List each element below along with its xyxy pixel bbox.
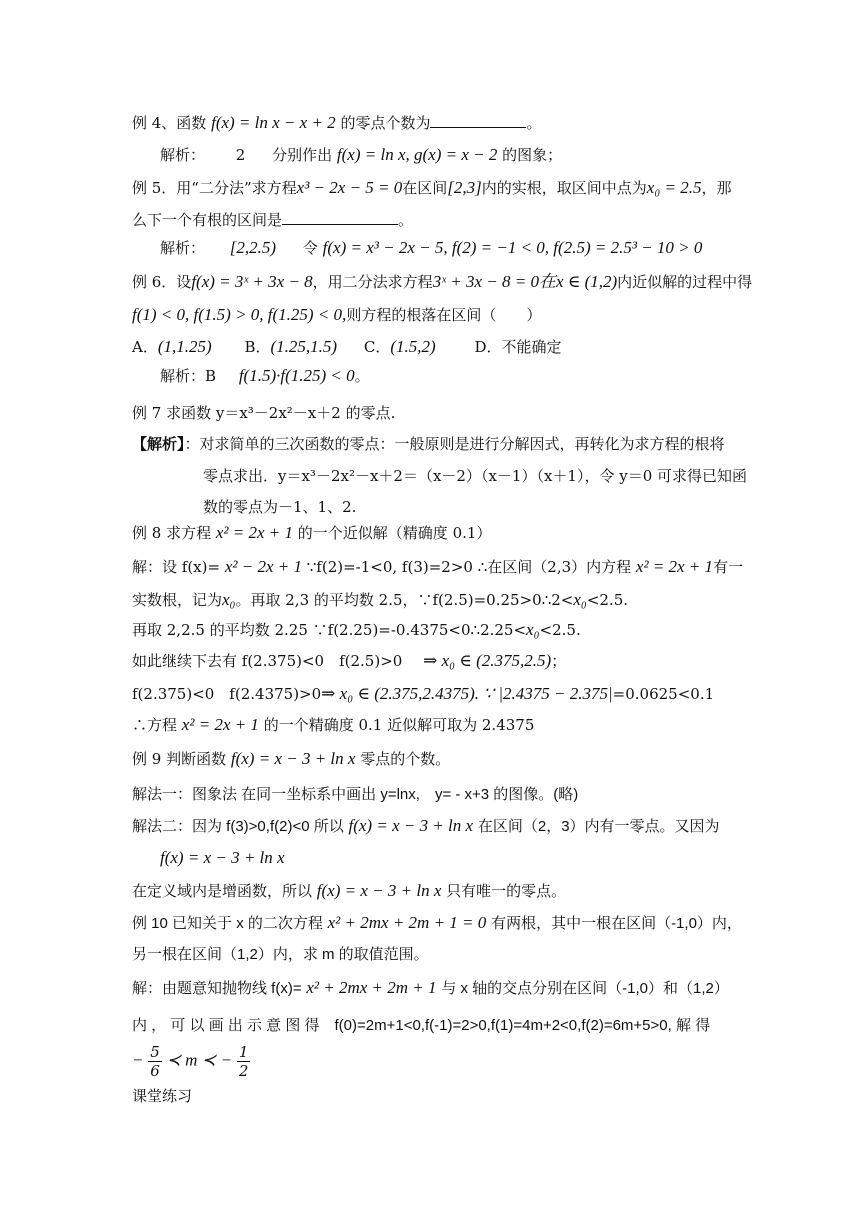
ex4-tail: 的零点个数为 <box>340 114 431 132</box>
ex10-ineq-mid: ≺ m ≺ <box>166 1050 216 1070</box>
ex8-l5-a: f(2.375)<0 f(2.4375)>0 <box>132 685 322 703</box>
ex4-sol-text: 分别作出 <box>272 146 333 164</box>
ex9-method2-formula: f(x) = x − 3 + ln x <box>348 816 474 835</box>
ex6-line2 <box>132 305 541 325</box>
ex9-title-end: 零点的个数。 <box>360 750 451 768</box>
ex5-line1 <box>132 178 731 198</box>
ex5-solution <box>160 238 702 258</box>
ex8-l4-a: 如此继续下去有 f(2.375)<0 f(2.5)>0 <box>132 652 403 670</box>
ex8-line5 <box>132 684 714 704</box>
ex10-l1-c: 有两根，其中一根在区间（-1,0）内， <box>491 915 742 932</box>
ex8-l4-c: ； <box>551 652 567 670</box>
ex4-title: 例 4、函数 <box>132 114 207 132</box>
ex4-answer-blank <box>430 113 526 128</box>
ex8-l2-x0b: x₀ <box>573 590 587 609</box>
ex8-l2-a: 实数根，记为 <box>132 591 223 609</box>
ex8-l2-e: <2.5. <box>586 591 629 609</box>
ex9-increasing-formula: f(x) = x − 3 + ln x <box>316 881 442 900</box>
ex10-l3-formula: x² + 2mx + 2m + 1 <box>306 978 437 997</box>
ex8-l2-x0: x₀ <box>222 590 236 609</box>
ex5-equation: x³ − 2x − 5 = 0 <box>296 178 403 197</box>
ex8-l5-formula: ⇒ x₀ ∈ (2.375,2.4375). ∵ |2.4375 − 2.375| <box>321 684 613 703</box>
ex8-l5-c: =0.0625<0.1 <box>612 685 715 703</box>
ex5-line2 <box>132 210 413 230</box>
ex5-answer-blank <box>282 210 398 225</box>
ex10-frac2-num: 1 <box>238 1043 249 1061</box>
ex7-sol-line1 <box>132 434 725 454</box>
ex9-method1-text: 解法一：图象法 在同一坐标系中画出 y=lnx, y= - x+3 的图像。(略) <box>132 786 579 803</box>
ex6-question: 则方程的根落在区间（ ） <box>346 306 542 324</box>
ex6-option-b: (1.25,1.5) <box>270 337 338 356</box>
ex10-l3-c: 与 x 轴的交点分别在区间（-1,0）和（1,2） <box>441 980 729 997</box>
ex9-increasing <box>132 881 566 902</box>
ex9-increasing-a: 在定义域内是增函数，所以 <box>132 883 313 900</box>
ex5-end: 。 <box>398 211 414 229</box>
ex10-result <box>132 1043 250 1080</box>
ex6-equation: 3ˣ + 3x − 8 = 0在x ∈ (1,2) <box>432 272 618 291</box>
ex8-l1-e: 有一 <box>713 558 744 576</box>
ex6-option-c: (1.5,2) <box>390 337 436 356</box>
practice-heading-text: 课堂练习 <box>132 1087 193 1105</box>
ex5-sol-label: 解析： <box>160 239 206 257</box>
ex6-option-b-label: B． <box>244 338 271 356</box>
ex6-text-b: ，用二分法求方程 <box>312 273 433 291</box>
ex8-line3 <box>132 620 581 640</box>
ex5-text-b: 在区间 <box>402 179 448 197</box>
ex10-l3-a: 解：由题意知抛物线 f(x)= <box>132 980 302 997</box>
ex8-title-end: 的一个近似解（精确度 0.1） <box>297 524 492 542</box>
ex9-formula: f(x) = x − 3 + ln x <box>230 749 356 768</box>
ex5-sol-formula: f(x) = x³ − 2x − 5, f(2) = −1 < 0, f(2.5) = 2.5³ − 10 > 0 <box>322 238 703 257</box>
ex10-l4-text: 内 ， 可 以 画 出 示 意 图 得 f(0)=2m+1<0,f(-1)=2>0,f(1)=4m+2<0,f(2)=6m+5>0, 解 得 <box>132 1017 711 1034</box>
ex8-l4-formula: ⇒ x₀ ∈ (2.375,2.5) <box>423 651 552 670</box>
ex9-title-text: 例 9 判断函数 <box>132 750 227 768</box>
ex5-text-a: 例 5．用“二分法”求方程 <box>132 179 297 197</box>
ex8-l1-c: ∵f(2)=-1<0, f(3)=2>0 ∴在区间（2,3）内方程 <box>306 558 632 576</box>
ex9-method1 <box>132 785 578 805</box>
ex8-line6 <box>132 715 534 735</box>
ex7-title <box>132 403 395 423</box>
ex4-sol-end: 的图象； <box>502 146 563 164</box>
ex8-l3-a: 再取 2,2.5 的平均数 2.25 ∵f(2.25)=-0.4375<0∴2.25< <box>132 621 527 639</box>
ex8-l3-c: <2.5. <box>539 621 581 639</box>
ex9-formula-repeat: f(x) = x − 3 + ln x <box>160 848 285 867</box>
ex9-method2-c: 在区间（2，3）内有一零点。又因为 <box>477 818 720 835</box>
ex8-equation: x² = 2x + 1 <box>215 523 294 542</box>
ex10-neg2: − <box>220 1050 233 1070</box>
ex10-l1-equation: x² + 2mx + 2m + 1 = 0 <box>327 913 487 932</box>
ex9-method2 <box>132 816 720 837</box>
ex9-method2-a: 解法二：因为 f(3)>0,f(2)<0 所以 <box>132 818 344 835</box>
ex6-conditions: f(1) < 0, f(1.5) > 0, f(1.25) < 0, <box>132 305 347 324</box>
ex10-neg1: − <box>132 1050 144 1070</box>
ex7-sol-line3 <box>203 497 356 517</box>
ex9-increasing-c: 只有唯一的零点。 <box>446 883 567 900</box>
ex10-frac2-den: 2 <box>238 1062 249 1080</box>
ex4-solution <box>160 145 562 165</box>
ex4-line <box>132 113 541 133</box>
ex8-l6-c: 的一个精确度 0.1 近似解可取为 2.4375 <box>263 716 535 734</box>
ex8-line2 <box>132 590 628 610</box>
ex8-l1-formula: x² − 2x + 1 <box>224 557 302 576</box>
ex7-sol-label: 【解析】 <box>132 435 185 453</box>
ex5-text-c: 内的实根，取区间中点为 <box>481 179 647 197</box>
ex10-frac1-num: 5 <box>150 1043 160 1061</box>
ex8-title-text: 例 8 求方程 <box>132 524 212 542</box>
ex8-l2-c: 。再取 2,3 的平均数 2.5，∵f(2.5)=0.25>0∴2< <box>235 591 574 609</box>
ex10-l1-a: 例 10 已知关于 x 的二次方程 <box>132 915 323 932</box>
ex8-title <box>132 523 491 543</box>
ex4-sol-label: 解析： <box>160 146 206 164</box>
ex8-l6-equation: x² = 2x + 1 <box>181 715 259 734</box>
ex6-option-a: (1,1.25) <box>157 337 212 356</box>
ex5-sol-text: 令 <box>302 239 318 257</box>
ex9-title <box>132 749 450 769</box>
ex10-frac1-den: 6 <box>150 1062 160 1080</box>
ex6-sol-formula: f(1.5)·f(1.25) < 0 <box>238 366 355 385</box>
practice-heading <box>132 1086 192 1106</box>
ex8-line1 <box>132 557 743 577</box>
ex8-l6-a: ∴方程 <box>132 716 178 734</box>
ex10-line1 <box>132 913 742 934</box>
ex8-l1-a: 解：设 f(x)= <box>132 558 221 576</box>
ex5-text-d: ，那 <box>701 179 732 197</box>
ex6-line1 <box>132 272 752 292</box>
ex10-line3 <box>132 978 729 999</box>
ex10-line4 <box>132 1016 710 1036</box>
ex10-l2-text: 另一根在区间（1,2）内，求 m 的取值范围。 <box>132 946 429 963</box>
ex5-sol-interval: [2,2.5) <box>229 238 277 257</box>
ex7-title-text: 例 7 求函数 y＝x³－2x²－x＋2 的零点. <box>132 404 396 422</box>
ex8-l3-x0: x₀ <box>526 620 540 639</box>
ex6-text-c: 内近似解的过程中得 <box>617 273 753 291</box>
ex10-fraction-1-2 <box>237 1043 251 1080</box>
ex10-fraction-5-6 <box>148 1043 162 1080</box>
ex5-question: 么下一个有根的区间是 <box>132 211 283 229</box>
ex6-option-a-label: A． <box>132 338 158 356</box>
ex6-solution <box>160 366 370 386</box>
ex8-l1-equation: x² = 2x + 1 <box>635 557 714 576</box>
ex7-sol-text1: ：对求简单的三次函数的零点：一般原则是进行分解因式，再转化为求方程的根将 <box>184 435 725 453</box>
ex4-formula: f(x) = ln x − x + 2 <box>211 113 336 132</box>
ex7-sol-text3: 数的零点为－1、1、2. <box>203 498 357 516</box>
ex6-option-c-label: C． <box>363 338 391 356</box>
ex7-sol-text2: 零点求出．y＝x³－2x²－x＋2＝（x－2）（x－1）（x＋1），令 y＝0 可求得已知函 <box>203 467 748 485</box>
ex7-sol-line2 <box>203 466 747 486</box>
ex6-option-d: D．不能确定 <box>474 338 562 356</box>
ex9-formula-line <box>160 848 285 868</box>
ex10-line2 <box>132 945 429 965</box>
ex4-sol-formula: f(x) = ln x, g(x) = x − 2 <box>336 145 498 164</box>
ex6-sol-label: 解析：B <box>160 367 217 385</box>
ex8-line4 <box>132 651 566 671</box>
ex4-end: 。 <box>526 114 542 132</box>
ex6-text-a: 例 6．设 <box>132 273 192 291</box>
ex6-sol-end: 。 <box>354 367 370 385</box>
ex5-interval: [2,3] <box>447 178 482 197</box>
ex4-sol-answer: 2 <box>235 146 246 164</box>
ex5-midpoint: x₀ = 2.5 <box>646 178 702 197</box>
ex6-function: f(x) = 3ˣ + 3x − 8 <box>191 272 313 291</box>
ex6-options <box>132 337 561 357</box>
